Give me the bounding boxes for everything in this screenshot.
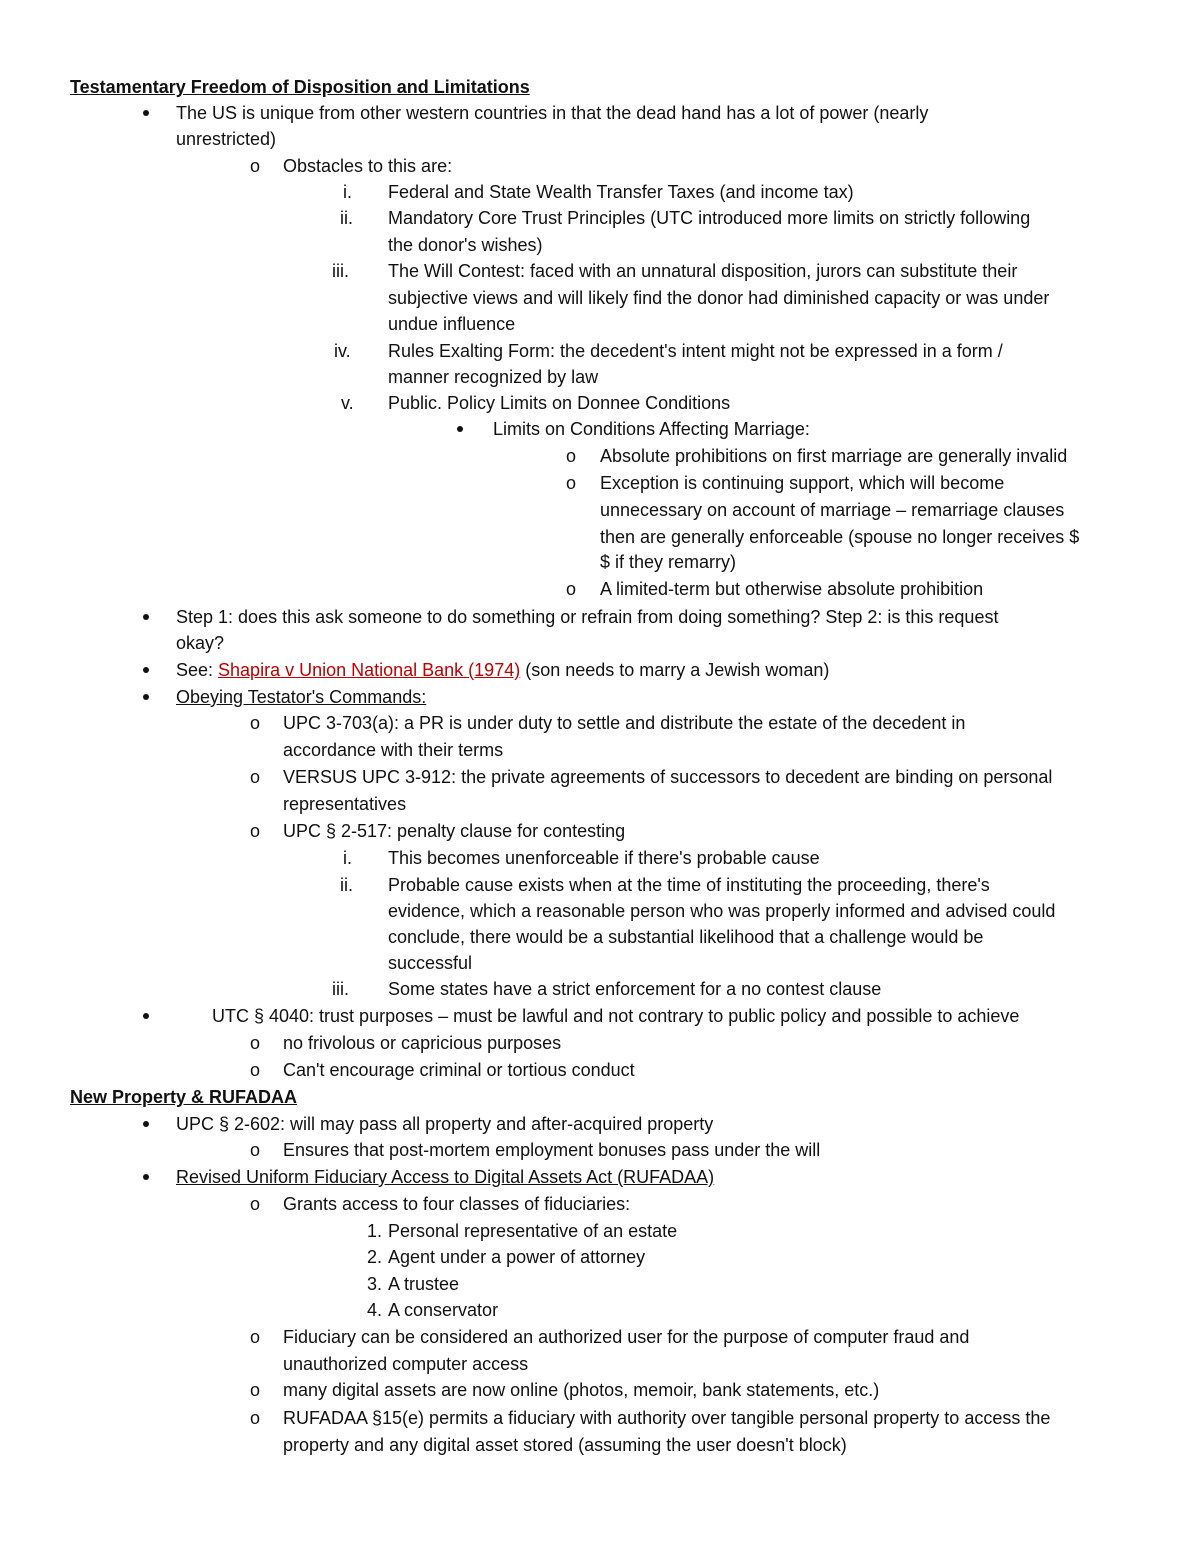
list-item-text: Mandatory Core Trust Principles (UTC introduced more limits on strictly following [388,208,1031,228]
list-item-text: RUFADAA §15(e) permits a fiduciary with authority over tangible personal property to access the [283,1408,1051,1428]
list-marker: v. [341,393,354,413]
subheading-obeying-commands: Obeying Testator's Commands: [176,687,427,707]
bullet-icon [143,110,149,116]
bullet-icon [143,1121,149,1127]
list-item-text: Fiduciary can be considered an authorized user for the purpose of computer fraud and [283,1327,970,1347]
list-item-text: Ensures that post-mortem employment bonuses pass under the will [283,1140,821,1160]
bullet-icon [143,694,149,700]
list-marker: 3. [367,1274,383,1294]
list-item-text: subjective views and will likely find the donor had diminished capacity or was under [388,288,1050,308]
list-item-text: Some states have a strict enforcement for a no contest clause [388,979,882,999]
list-marker: 1. [367,1221,383,1241]
list-marker: iii. [332,979,349,999]
list-item-text: Step 1: does this ask someone to do something or refrain from doing something? Step 2: is this request [176,607,999,627]
sub-bullet-icon: o [250,156,261,176]
see-description: (son needs to marry a Jewish woman) [520,660,830,680]
list-item-text: property and any digital asset stored (assuming the user doesn't block) [283,1435,847,1455]
case-link-shapira[interactable]: Shapira v Union National Bank (1974) [218,660,521,680]
list-marker: iii. [332,261,349,281]
list-item-text: unauthorized computer access [283,1354,529,1374]
list-item-text: Agent under a power of attorney [388,1247,646,1267]
sub-bullet-icon: o [250,1033,261,1053]
list-item-text: A trustee [388,1274,460,1294]
sub-bullet-icon: o [250,767,261,787]
list-item-text: UPC § 2-517: penalty clause for contesting [283,821,626,841]
list-item-text: okay? [176,633,225,653]
list-marker: ii. [340,875,353,895]
list-item-text: Obstacles to this are: [283,156,453,176]
list-marker: ii. [340,208,353,228]
list-item-text: The US is unique from other western countries in that the dead hand has a lot of power (nearly [176,103,929,123]
see-line [176,657,829,683]
list-item-text: Rules Exalting Form: the decedent's intent might not be expressed in a form / [388,341,1003,361]
list-item-text: accordance with their terms [283,740,504,760]
bullet-icon [143,614,149,620]
list-item-text: representatives [283,794,407,814]
list-item-text: A conservator [388,1300,499,1320]
list-item-text: Absolute prohibitions on first marriage are generally invalid [600,446,1068,466]
list-marker: i. [343,182,352,202]
list-item-text: Limits on Conditions Affecting Marriage: [493,419,810,439]
list-item-text: unnecessary on account of marriage – remarriage clauses [600,500,1065,520]
list-item-text: This becomes unenforceable if there's probable cause [388,848,820,868]
list-item-text: unrestricted) [176,129,277,149]
subheading-rufadaa: Revised Uniform Fiduciary Access to Digital Assets Act (RUFADAA) [176,1167,715,1187]
list-item-text: Can't encourage criminal or tortious conduct [283,1060,635,1080]
section-title-new-property: New Property & RUFADAA [70,1087,298,1107]
sub-bullet-icon: o [250,1140,261,1160]
list-item-text: UPC § 2-602: will may pass all property and after-acquired property [176,1114,714,1134]
list-item-text: then are generally enforceable (spouse no longer receives $ [600,527,1080,547]
list-item-text: evidence, which a reasonable person who was properly informed and advised could [388,901,1056,921]
bullet-icon [143,667,149,673]
sub-bullet-icon: o [250,1194,261,1214]
list-item-text: The Will Contest: faced with an unnatural disposition, jurors can substitute their [388,261,1018,281]
list-item-text: undue influence [388,314,516,334]
sub-bullet-icon: o [566,579,577,599]
list-item-text: UPC 3-703(a): a PR is under duty to settle and distribute the estate of the decedent in [283,713,966,733]
see-label: See: [176,660,219,680]
bullet-icon [457,426,463,432]
list-item-text: Exception is continuing support, which will become [600,473,1005,493]
list-item-text: manner recognized by law [388,367,599,387]
list-item-text: Public. Policy Limits on Donnee Conditions [388,393,731,413]
sub-bullet-icon: o [250,1408,261,1428]
sub-bullet-icon: o [250,1380,261,1400]
bullet-icon [143,1174,149,1180]
sub-bullet-icon: o [250,713,261,733]
sub-bullet-icon: o [566,473,577,493]
list-marker: i. [343,848,352,868]
list-item-text: Probable cause exists when at the time of instituting the proceeding, there's [388,875,990,895]
bullet-icon [143,1013,149,1019]
list-item-text: Grants access to four classes of fiduciaries: [283,1194,631,1214]
list-item-text: A limited-term but otherwise absolute prohibition [600,579,984,599]
list-item-text: conclude, there would be a substantial likelihood that a challenge would be [388,927,984,947]
list-marker: 4. [367,1300,383,1320]
sub-bullet-icon: o [250,1060,261,1080]
list-item-text: $ if they remarry) [600,552,737,572]
list-item-text: UTC § 4040: trust purposes – must be lawful and not contrary to public policy and possible to achieve [212,1006,1020,1026]
list-item-text: Federal and State Wealth Transfer Taxes (and income tax) [388,182,854,202]
list-item-text: successful [388,953,473,973]
list-item-text: VERSUS UPC 3-912: the private agreements of successors to decedent are binding on personal [283,767,1053,787]
list-marker: iv. [334,341,351,361]
list-item-text: no frivolous or capricious purposes [283,1033,562,1053]
sub-bullet-icon: o [566,446,577,466]
section-title-testamentary-freedom: Testamentary Freedom of Disposition and Limitations [70,77,530,97]
list-item-text: Personal representative of an estate [388,1221,678,1241]
sub-bullet-icon: o [250,821,261,841]
list-item-text: the donor's wishes) [388,235,543,255]
sub-bullet-icon: o [250,1327,261,1347]
list-marker: 2. [367,1247,383,1267]
list-item-text: many digital assets are now online (photos, memoir, bank statements, etc.) [283,1380,880,1400]
